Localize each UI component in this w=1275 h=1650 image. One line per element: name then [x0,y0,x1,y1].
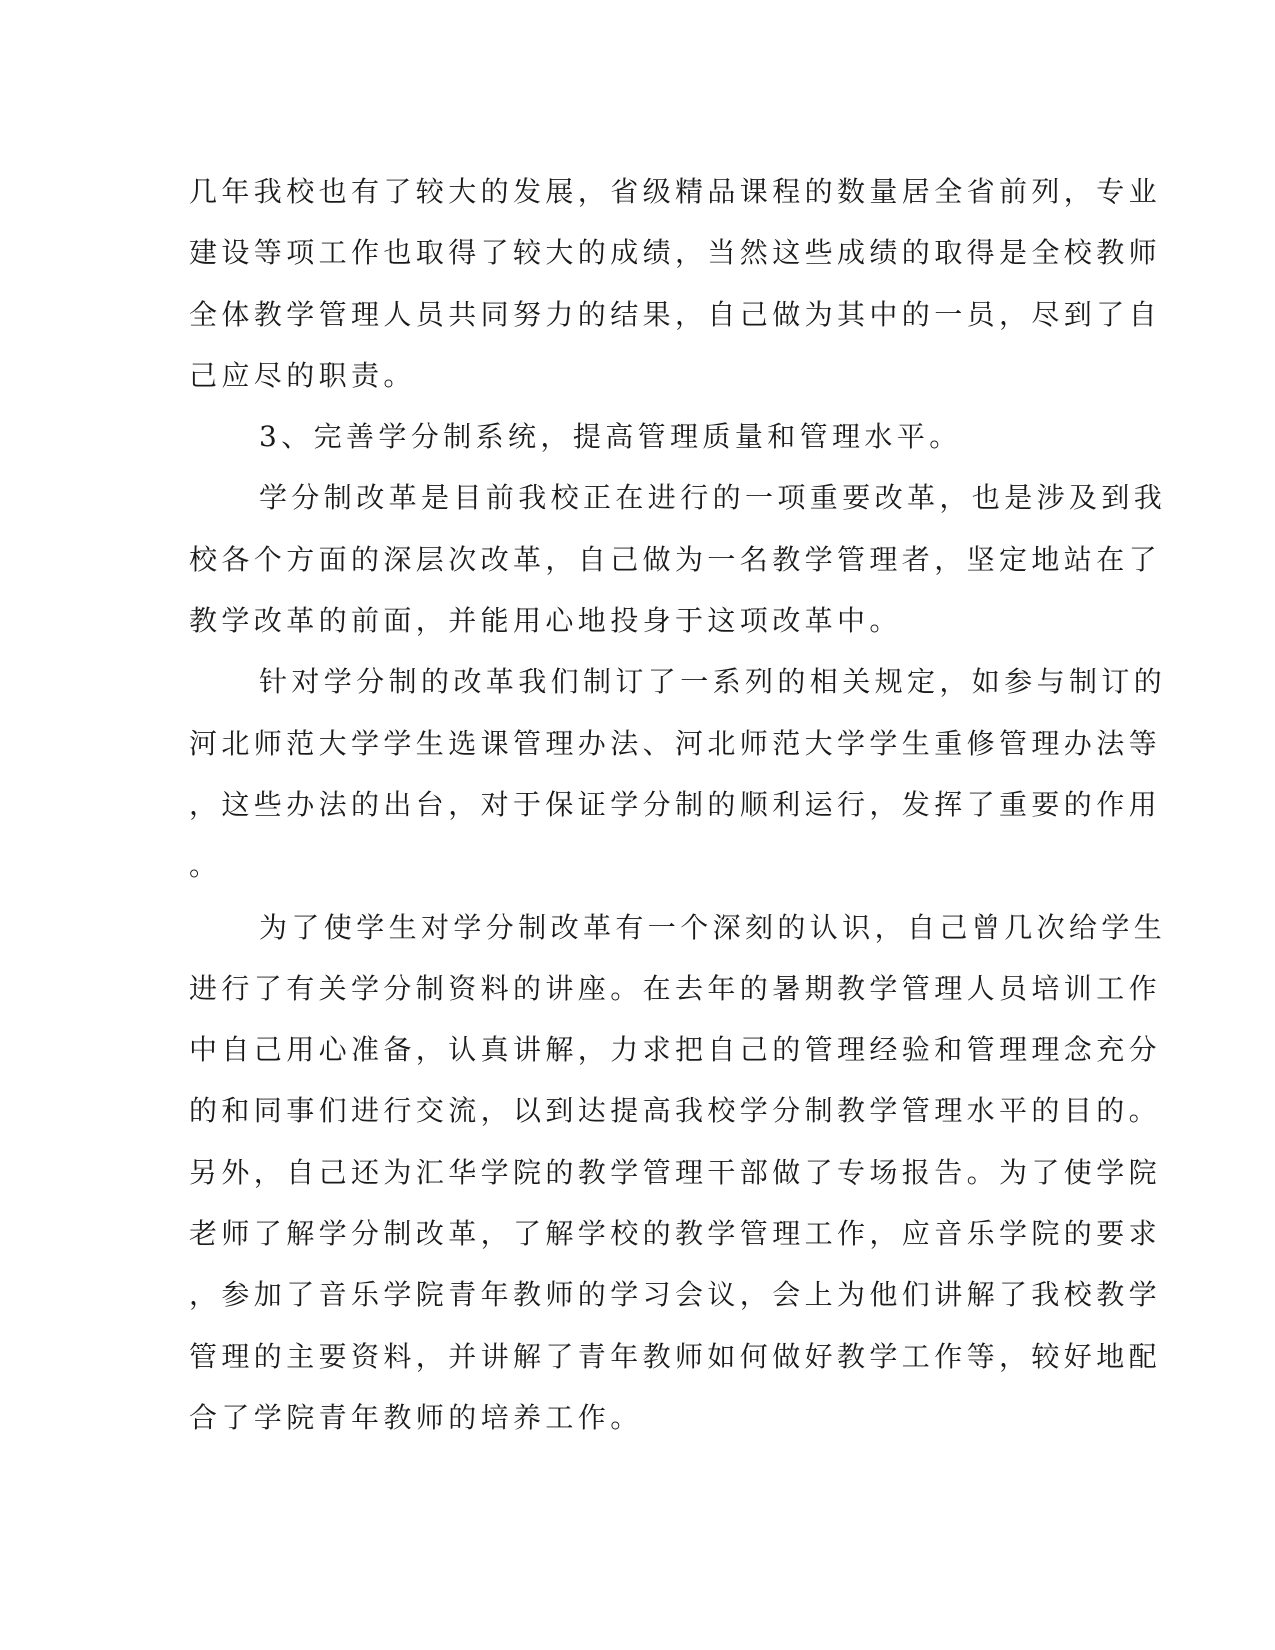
text-line: 另外，自己还为汇华学院的教学管理干部做了专场报告。为了使学院 [189,1155,1162,1189]
text-line: 几年我校也有了较大的发展，省级精品课程的数量居全省前列，专业 [189,175,1162,208]
text-line: 进行了有关学分制资料的讲座。在去年的暑期教学管理人员培训工作 [189,971,1162,1005]
text-line: 的和同事们进行交流，以到达提高我校学分制教学管理水平的目的。 [189,1094,1162,1128]
text-line: 校各个方面的深层次改革，自己做为一名教学管理者，坚定地站在了 [189,542,1162,576]
text-line: 己应尽的职责。 [189,358,416,392]
text-line: 建设等项工作也取得了较大的成绩，当然这些成绩的取得是全校教师 [189,236,1162,270]
text-line: ，这些办法的出台，对于保证学分制的顺利运行，发挥了重要的作用 [189,787,1162,821]
text-line: 合了学院青年教师的培养工作。 [189,1400,643,1434]
text-line: 管理的主要资料，并讲解了青年教师如何做好教学工作等，较好地配 [189,1339,1162,1373]
text-line: 全体教学管理人员共同努力的结果，自己做为其中的一员，尽到了自 [189,297,1162,331]
text-line: 学分制改革是目前我校正在进行的一项重要改革，也是涉及到我 [259,481,1167,515]
section-heading: 3、完善学分制系统，提高管理质量和管理水平。 [259,420,962,454]
body-text [189,161,1167,1448]
text-line: 河北师范大学学生选课管理办法、河北师范大学学生重修管理办法等 [189,726,1162,760]
text-line: 中自己用心准备，认真讲解，力求把自己的管理经验和管理理念充分 [189,1033,1162,1067]
text-line: 老师了解学分制改革，了解学校的教学管理工作，应音乐学院的要求 [189,1217,1162,1251]
text-line: 针对学分制的改革我们制订了一系列的相关规定，如参与制订的 [259,665,1167,699]
text-line: ，参加了音乐学院青年教师的学习会议，会上为他们讲解了我校教学 [189,1278,1162,1312]
text-line: 教学改革的前面，并能用心地投身于这项改革中。 [189,604,902,638]
text-line: 。 [189,849,222,883]
text-line: 为了使学生对学分制改革有一个深刻的认识，自己曾几次给学生 [259,910,1167,944]
